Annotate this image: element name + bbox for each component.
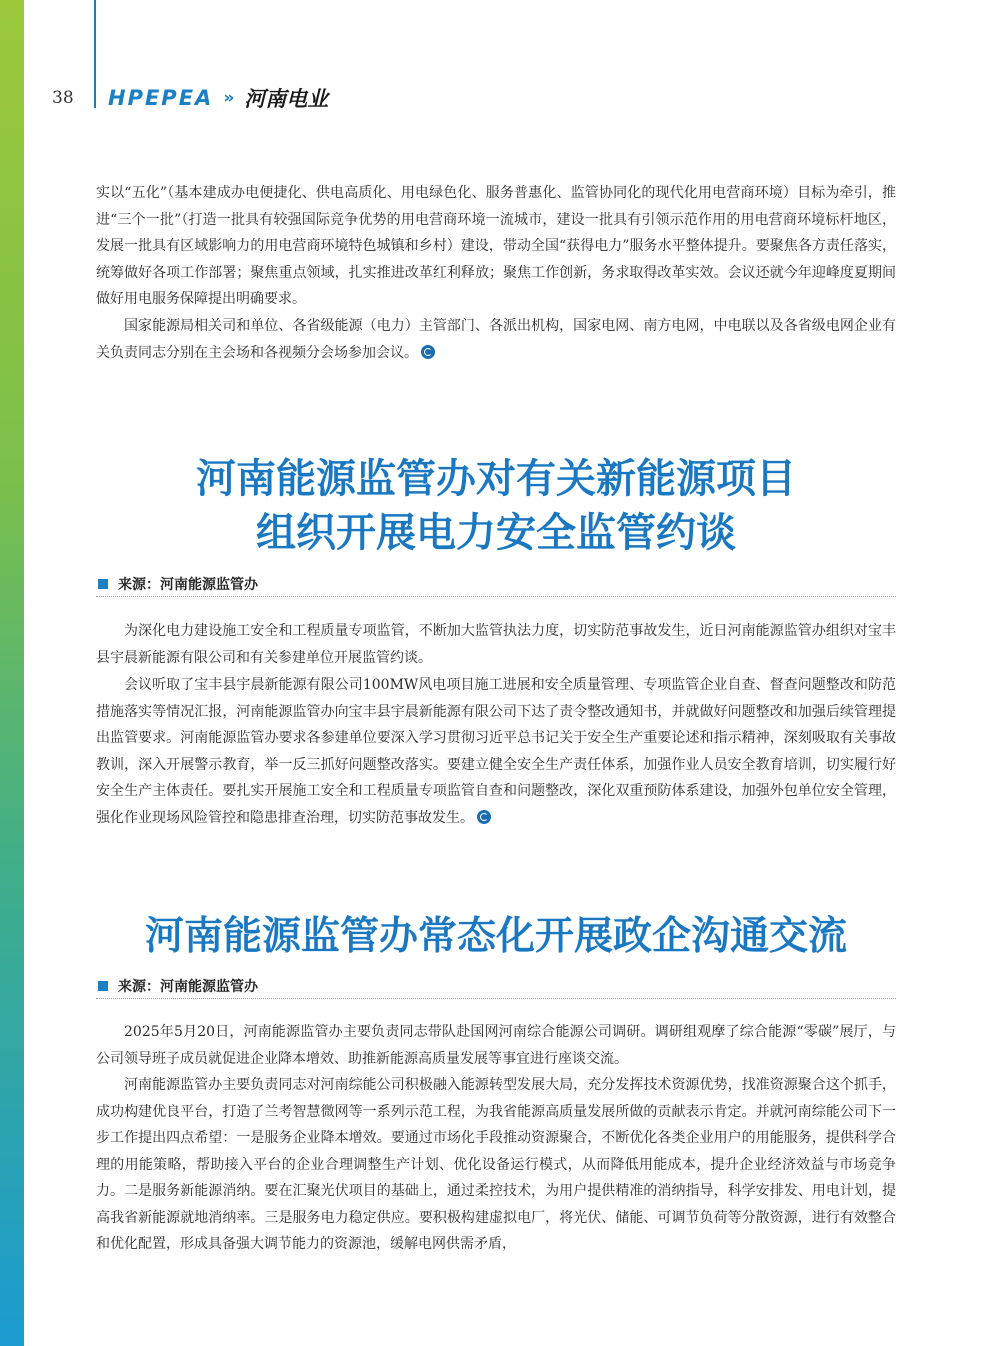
magazine-logo-en: HPEPEA (108, 86, 214, 110)
header-divider-line (94, 0, 96, 108)
page-number: 38 (52, 88, 74, 108)
square-bullet-icon (98, 579, 108, 589)
header-separator-icon: » (223, 88, 235, 108)
magazine-logo-cn: 河南电业 (244, 86, 329, 111)
article2-source: 来源：河南能源监管办 (118, 979, 258, 995)
article1-title-line1: 河南能源监管办对有关新能源项目 (196, 455, 796, 502)
intro-paragraph-1: 实以“五化”（基本建成办电便捷化、供电高质化、用电绿色化、服务普惠化、监管协同化的现代化用电营商环境）目标为牵引，推进“三个一批”（打造一批具有较强国际竞争优势的用电营商环境一流城市，建设一批具有引领示范作用的用电营商环境标杆地区，发展一批具有区域影响力的用电营商环境特色城镇和乡村）建设，带动全国“获得电力”服务水平整体提升。要聚焦各方责任落实，统筹做好各项工作部署；聚焦重点领域，扎实推进改革红利释放；聚焦工作创新，务求取得改革实效。会议还就今年迎峰度夏期间做好用电服务保障提出明确要求。 (96, 185, 896, 307)
article1-paragraph-1: 为深化电力建设施工安全和工程质量专项监管，不断加大监管执法力度，切实防范事故发生，近日河南能源监管办组织对宝丰县宇晨新能源有限公司和有关参建单位开展监管约谈。 (96, 623, 896, 666)
article1-source: 来源：河南能源监管办 (118, 577, 258, 593)
end-mark-icon (477, 810, 491, 824)
end-mark-icon (421, 345, 435, 359)
article1-title (0, 452, 992, 560)
article2-source-line (96, 974, 896, 999)
article1-paragraph-2-text: 会议听取了宝丰县宇晨新能源有限公司100MW风电项目施工进展和安全质量管理、专项监管企业自查、督查问题整改和防范措施落实等情况汇报，河南能源监管办向宝丰县宇晨新能源有限公司下达了责令整改通知书，并就做好问题整改和加强后续管理提出监管要求。河南能源监管办要求各参建单位要深入学习贯彻习近平总书记关于安全生产重要论述和指示精神，深刻吸取有关事故教训，深入开展警示教育，举一反三抓好问题整改落实。要建立健全安全生产责任体系，加强作业人员安全教育培训，切实履行好安全生产主体责任。要扎实开展施工安全和工程质量专项监管自查和问题整改，深化双重预防体系建设，加强外包单位安全管理，强化作业现场风险管控和隐患排查治理，切实防范事故发生。 (96, 677, 896, 826)
article2-title: 河南能源监管办常态化开展政企沟通交流 (144, 913, 847, 959)
sidebar-gradient-strip (0, 0, 24, 1346)
article1-title-line2: 组织开展电力安全监管约谈 (256, 509, 736, 556)
article1-paragraph-2 (96, 672, 896, 831)
article2-paragraph-2: 河南能源监管办主要负责同志对河南综能公司积极融入能源转型发展大局，充分发挥技术资源优势，找准资源聚合这个抓手，成功构建优良平台，打造了兰考智慧微网等一系列示范工程，为我省能源高质量发展所做的贡献表示肯定。并就河南综能公司下一步工作提出四点希望：一是服务企业降本增效。要通过市场化手段推动资源聚合，不断优化各类企业用户的用能服务，提供科学合理的用能策略，帮助接入平台的企业合理调整生产计划、优化设备运行模式，从而降低用能成本，提升企业经济效益与市场竞争力。二是服务新能源消纳。要在汇聚光伏项目的基础上，通过柔控技术，为用户提供精准的消纳指导，科学安排发、用电计划，提高我省新能源就地消纳率。三是服务电力稳定供应。要积极构建虚拟电厂，将光伏、储能、可调节负荷等分散资源，进行有效整合和优化配置，形成具备强大调节能力的资源池，缓解电网供需矛盾， (96, 1077, 896, 1252)
intro-paragraph-2 (96, 313, 896, 366)
square-bullet-icon (98, 981, 108, 991)
article2-paragraph-1: 2025年5月20日，河南能源监管办主要负责同志带队赴国网河南综合能源公司调研。调研组观摩了综合能源“零碳”展厅，与公司领导班子成员就促进企业降本增效、助推新能源高质量发展等事宜进行座谈交流。 (96, 1024, 896, 1067)
magazine-header (108, 83, 328, 113)
intro-paragraph-2-text: 国家能源局相关司和单位、各省级能源（电力）主管部门、各派出机构，国家电网、南方电网，中电联以及各省级电网企业有关负责同志分别在主会场和各视频分会场参加会议。 (96, 318, 896, 361)
article1-source-line (96, 572, 896, 597)
